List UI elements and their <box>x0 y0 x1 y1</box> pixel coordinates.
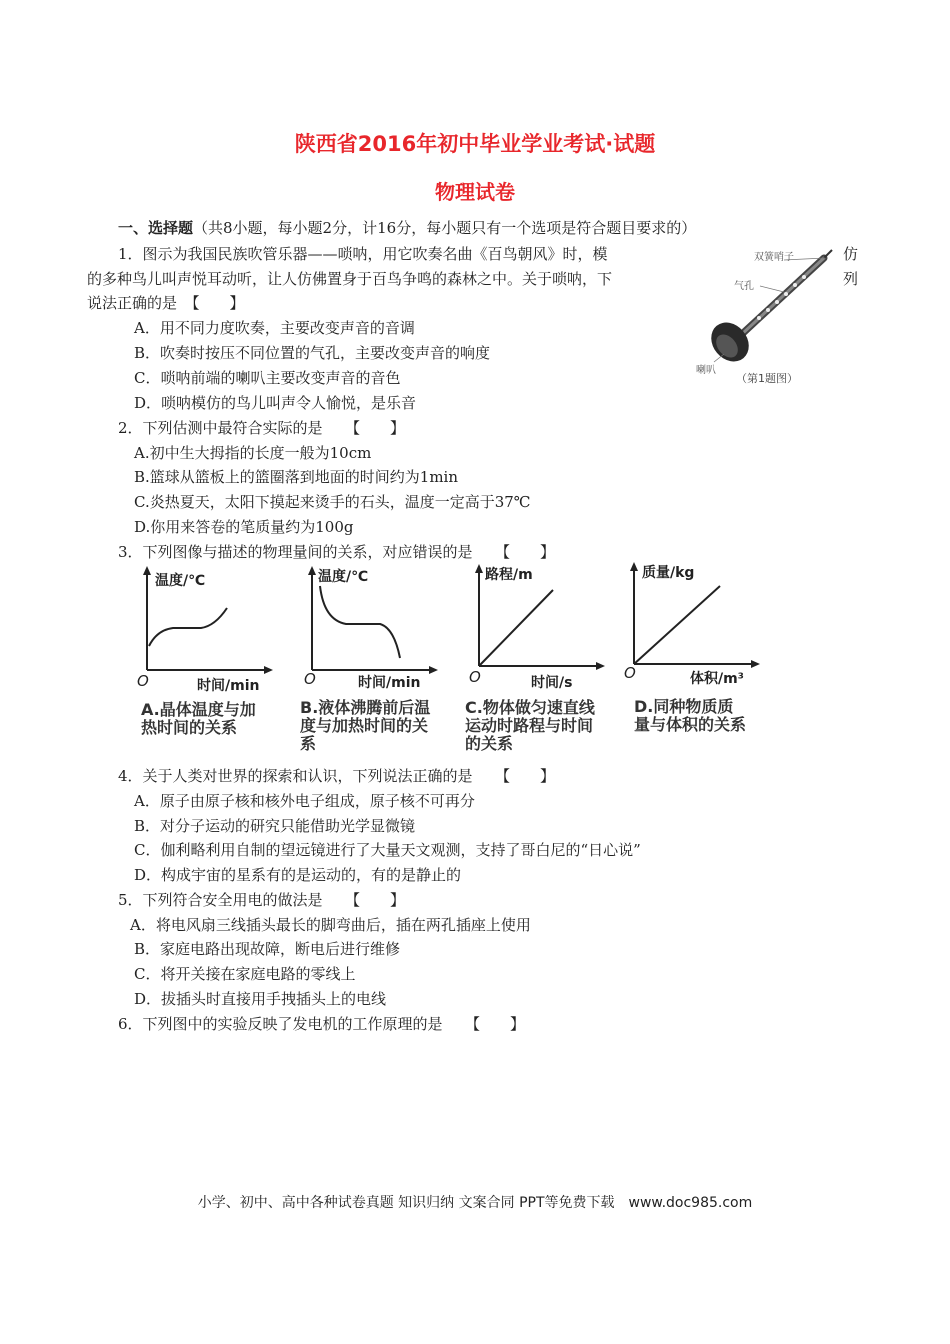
page-footer: 小学、初中、高中各种试卷真题 知识归纳 文案合同 PPT等免费下载 www.doc985.com <box>197 1195 753 1211</box>
q4-option-a: A．原子由原子核和核外电子组成，原子核不可再分 <box>134 792 475 810</box>
exam-subtitle: 物理试卷 <box>435 180 515 204</box>
q1-line1-tail: 仿 <box>843 245 859 263</box>
q4-option-c: C．伽利略利用自制的望远镜进行了大量天文观测，支持了哥白尼的“日心说” <box>134 841 641 859</box>
graph-b-ylabel: 温度/℃ <box>318 569 369 585</box>
q1-line2-tail: 列 <box>843 270 859 288</box>
graph-a-caption: A.晶体温度与加热时间的关系 <box>141 700 256 737</box>
graph-c-origin: O <box>469 668 481 686</box>
graph-d-origin: O <box>624 664 636 682</box>
section-heading-bold: 一、选择题 <box>118 219 194 237</box>
q4-stem: 4．关于人类对世界的探索和认识，下列说法正确的是 【 】 <box>118 767 556 785</box>
section-heading-rest: （共8小题，每小题2分，计16分，每小题只有一个选项是符合题目要求的） <box>193 219 697 237</box>
label-reed: 双簧哨子 <box>754 252 794 263</box>
graph-b-origin: O <box>304 670 316 688</box>
q2-stem: 2．下列估测中最符合实际的是 【 】 <box>118 419 406 437</box>
suona-figure <box>692 236 842 386</box>
q5-stem: 5．下列符合安全用电的做法是 【 】 <box>118 891 406 909</box>
q5-option-a: A．将电风扇三线插头最长的脚弯曲后，插在两孔插座上使用 <box>130 916 531 934</box>
q6-stem: 6．下列图中的实验反映了发电机的工作原理的是 【 】 <box>118 1015 526 1033</box>
q4-option-b: B．对分子运动的研究只能借助光学显微镜 <box>134 817 416 835</box>
graph-d-ylabel: 质量/kg <box>642 565 695 581</box>
q2-option-d: D.你用来答卷的笔质量约为100g <box>134 518 354 536</box>
q2-option-a: A.初中生大拇指的长度一般为10cm <box>134 444 372 462</box>
q1-option-a: A．用不同力度吹奏，主要改变声音的音调 <box>134 319 415 337</box>
q1-option-c: C．唢呐前端的喇叭主要改变声音的音色 <box>134 369 401 387</box>
graph-c <box>465 562 610 757</box>
graph-a-ylabel: 温度/℃ <box>155 573 206 589</box>
graph-b <box>300 562 440 757</box>
q1-option-d: D．唢呐模仿的鸟儿叫声令人愉悦，是乐音 <box>134 394 417 412</box>
graph-c-ylabel: 路程/m <box>485 567 533 583</box>
q1-line3: 说法正确的是 【 】 <box>87 294 245 312</box>
graph-b-caption: B.液体沸腾前后温度与加热时间的关系 <box>300 698 431 753</box>
q2-option-c: C.炎热夏天，太阳下摸起来烫手的石头，温度一定高于37℃ <box>134 493 531 511</box>
q5-option-d: D．拔插头时直接用手拽插头上的电线 <box>134 990 387 1008</box>
q1-option-b: B．吹奏时按压不同位置的气孔，主要改变声音的响度 <box>134 344 491 362</box>
q5-option-b: B．家庭电路出现故障，断电后进行维修 <box>134 940 401 958</box>
graph-c-xlabel: 时间/s <box>531 675 573 691</box>
section-heading <box>118 218 696 238</box>
graph-a-xlabel: 时间/min <box>197 678 260 694</box>
graph-a <box>135 562 275 757</box>
q1-line2: 的多种鸟儿叫声悦耳动听，让人仿佛置身于百鸟争鸣的森林之中。关于唢呐，下 <box>87 270 613 288</box>
q2-option-b: B.篮球从篮板上的篮圈落到地面的时间约为1min <box>134 468 459 486</box>
graph-b-xlabel: 时间/min <box>358 675 421 691</box>
graph-a-origin: O <box>137 672 149 690</box>
label-hole: 气孔 <box>734 281 754 292</box>
graph-c-caption: C.物体做匀速直线运动时路程与时间的关系 <box>465 698 595 753</box>
q4-option-d: D．构成宇宙的星系有的是运动的，有的是静止的 <box>134 866 462 884</box>
graph-d-xlabel: 体积/m³ <box>690 671 744 687</box>
exam-title: 陕西省2016年初中毕业学业考试·试题 <box>294 132 656 156</box>
graph-d <box>624 560 769 755</box>
graph-d-caption: D.同种物质质量与体积的关系 <box>634 697 747 734</box>
q1-line1: 1．图示为我国民族吹管乐器——唢呐，用它吹奏名曲《百鸟朝风》时，模 <box>118 245 608 263</box>
label-horn: 喇叭 <box>696 365 716 376</box>
q3-stem: 3．下列图像与描述的物理量间的关系，对应错误的是 【 】 <box>118 543 556 561</box>
q5-option-c: C．将开关接在家庭电路的零线上 <box>134 965 356 983</box>
figure-caption: （第1题图） <box>736 372 798 385</box>
